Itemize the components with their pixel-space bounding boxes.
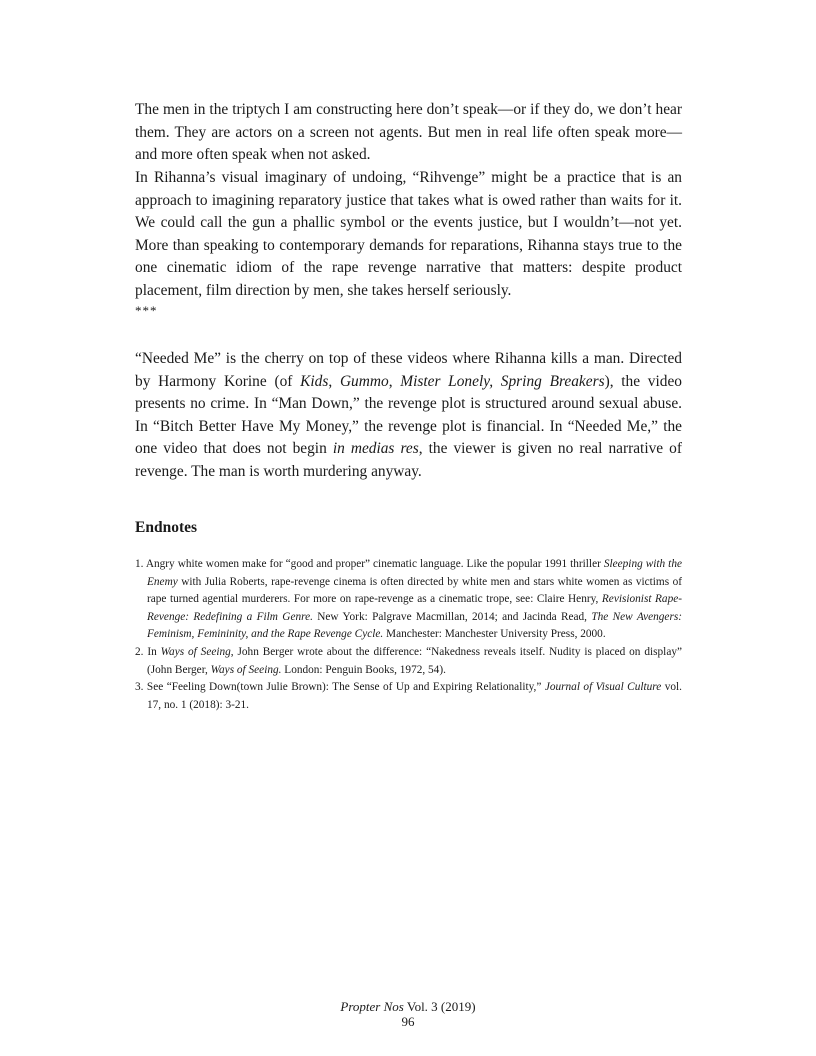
latin-phrase: in medias res <box>332 440 419 458</box>
text-run: vol. 17, no. 1 (2018): 3-21. <box>147 681 682 711</box>
book-title: Ways of Seeing <box>160 645 231 658</box>
book-title: Ways of Seeing. <box>210 663 282 676</box>
film-title: Mister Lonely, Spring Breakers <box>400 372 605 390</box>
footer-volume: Vol. 3 (2019) <box>403 999 476 1014</box>
text-run: , the viewer is given no real narrative of revenge. The man is worth murdering anyway. <box>135 440 682 480</box>
body-paragraph-1: The men in the triptych I am constructing here don’t speak—or if they do, we don’t hear them. They are actors on a screen not agents. But men in real life often speak more—and more often speak when not asked. <box>135 101 682 164</box>
film-title: Gummo <box>339 372 389 390</box>
text-run: New York: Palgrave Macmillan, 2014; and Jacinda Read, <box>312 610 592 623</box>
body-paragraph-2: In Rihanna’s visual imaginary of undoing, “Rihvenge” might be a practice that is an approach to imagining reparatory justice that takes what is owed rather than waits for it. We could call the gun a phallic symbol or the events justice, but I wouldn’t—not yet. More than speaking to contemporary demands for reparations, Rihanna stays true to the one cinematic idiom of the rape revenge narrative that matters: despite product placement, film direction by men, she takes herself seriously. <box>135 169 682 299</box>
journal-title: Journal of Visual Culture <box>544 681 662 694</box>
film-title: Sleeping with the Enemy <box>147 558 682 588</box>
footer-journal-name: Propter Nos <box>340 999 404 1014</box>
text-run: 1. Angry white women make for “good and proper” cinematic language. Like the popular 1991 thriller <box>135 558 604 570</box>
text-run: Manchester: Manchester University Press, 2000. <box>383 628 606 641</box>
body-paragraph-3 <box>135 348 682 484</box>
text-run: London: Penguin Books, 1972, 54). <box>281 663 446 676</box>
film-title: Kids <box>300 372 329 390</box>
page-number: 96 <box>401 1014 415 1029</box>
endnotes-list <box>135 556 682 714</box>
text-run: ), the video presents no crime. In “Man Down,” the revenge plot is structured around sexual abuse. In “Bitch Better Have My Money,” the revenge plot is financial. In “Needed Me,” the one video that does not begin <box>135 372 682 458</box>
endnotes-heading: Endnotes <box>135 519 198 536</box>
text-run: , <box>388 372 401 390</box>
text-run: 2. In <box>135 645 161 658</box>
text-run: 3. See “Feeling Down(town Julie Brown): The Sense of Up and Expiring Relationality,” <box>135 681 545 694</box>
book-title: Revisionist Rape-Revenge: Redefining a Film Genre. <box>147 593 683 623</box>
endnote-1 <box>135 556 682 644</box>
text-run: , <box>328 372 340 390</box>
text-run: “Needed Me” is the cherry on top of these videos where Rihanna kills a man. Directed by Harmony Korine (of <box>135 350 682 390</box>
footer-citation <box>0 999 816 1014</box>
text-run: with Julia Roberts, rape-revenge cinema is often directed by white men and stars white women as victims of rape turned agential murderers. For more on rape-revenge as a cinematic trope, see: Claire Henry, <box>147 575 682 606</box>
endnote-3 <box>135 679 682 714</box>
book-title: The New Avengers: Feminism, Femininity, and the Rape Revenge Cycle. <box>147 610 682 641</box>
section-separator: *** <box>135 303 158 318</box>
endnote-2 <box>135 644 682 679</box>
text-run: , John Berger wrote about the difference: “Nakedness reveals itself. Nudity is placed on display” (John Berger, <box>147 645 682 676</box>
